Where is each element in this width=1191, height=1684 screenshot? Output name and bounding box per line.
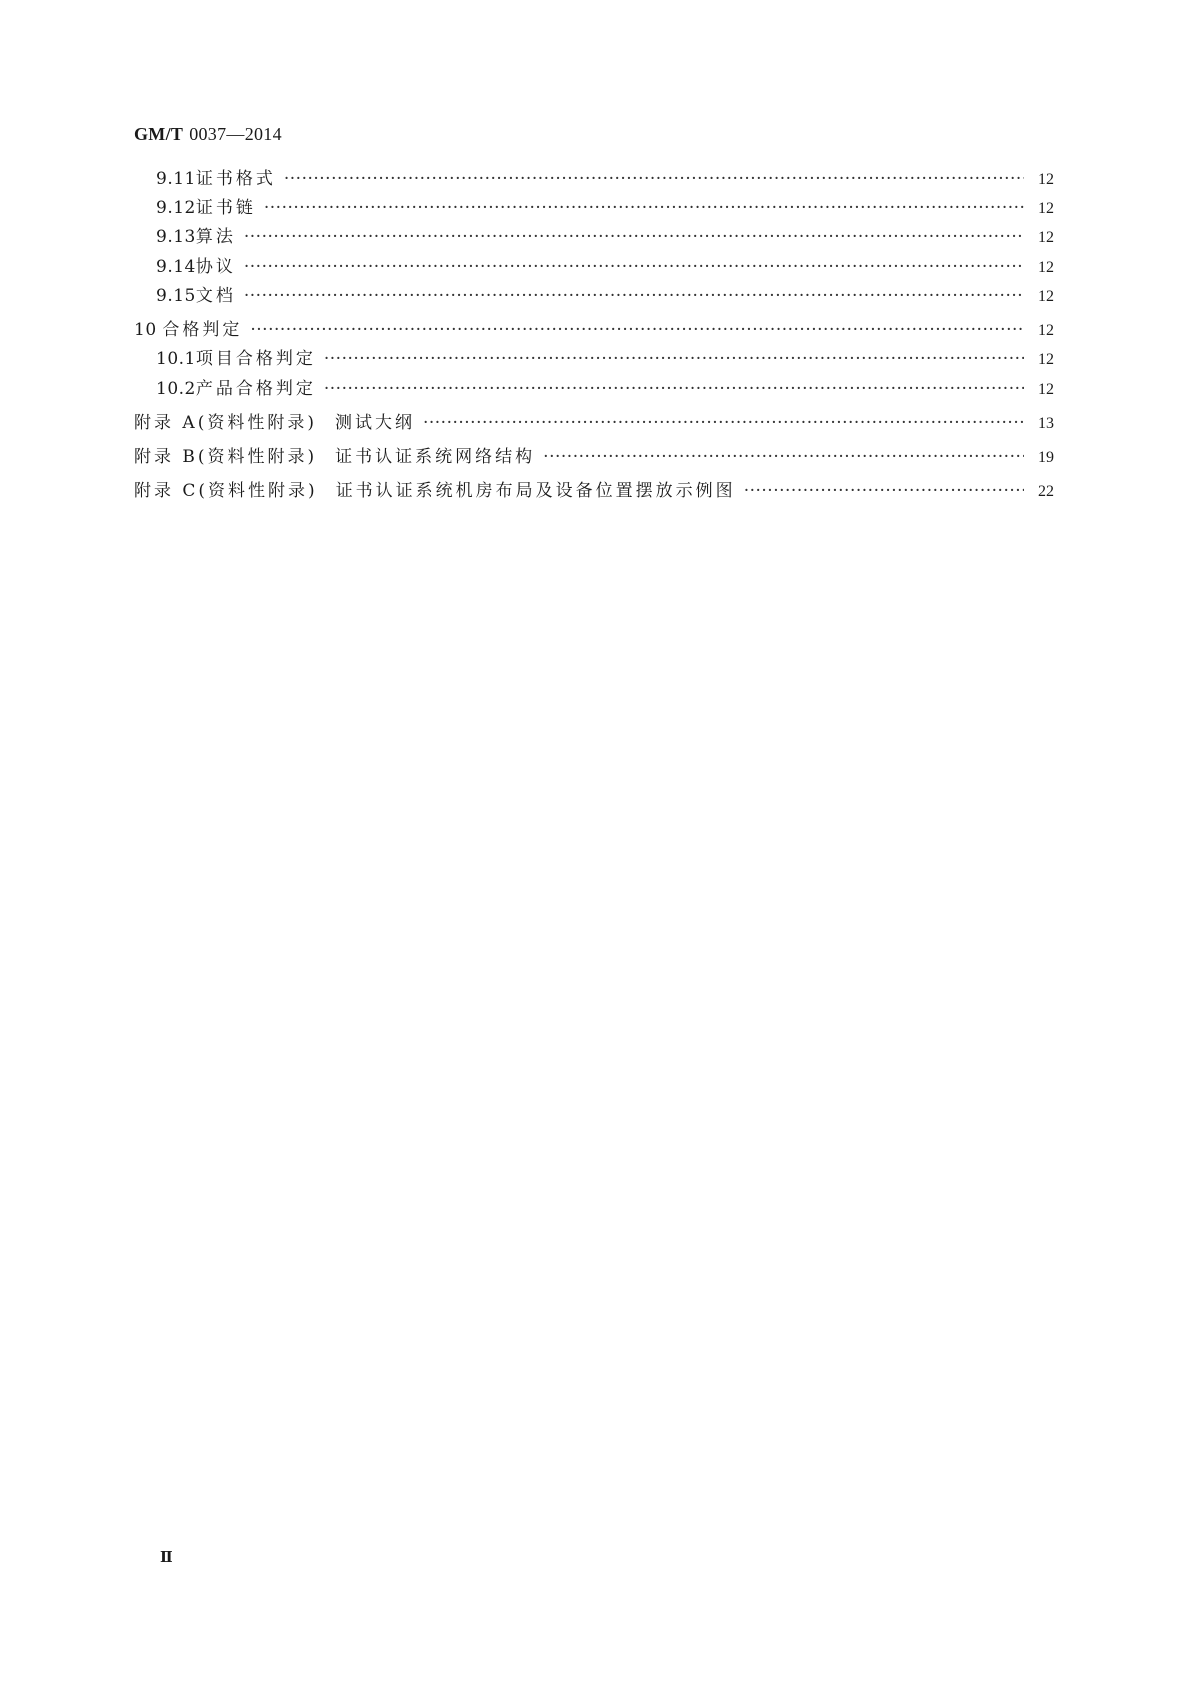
standard-header: [134, 124, 282, 145]
page-number: Ⅱ: [160, 1550, 173, 1566]
toc-entry[interactable]: [134, 319, 1054, 342]
dot-leader: [744, 480, 1024, 502]
toc-entry-title: 证书链: [195, 198, 256, 218]
appendix-title: 证书认证系统网络结构: [335, 447, 536, 467]
toc-entry-number: 9.13: [156, 227, 196, 247]
appendix-type: (资料性附录): [198, 481, 318, 501]
dot-leader: [423, 412, 1024, 434]
toc-entry-page: 12: [1038, 351, 1054, 368]
toc-entry[interactable]: [134, 226, 1054, 249]
toc-entry-number: 9.15: [156, 286, 196, 306]
appendix-page: 13: [1038, 415, 1054, 432]
toc-entry-title: 证书格式: [195, 169, 276, 189]
appendix-title: 测试大纲: [334, 413, 415, 433]
toc-appendix-entry[interactable]: [134, 446, 1054, 469]
appendix-page: 22: [1038, 483, 1054, 500]
toc-entry-page: 12: [1038, 171, 1054, 188]
toc-entry-page: 12: [1038, 259, 1054, 276]
toc-entry-page: 12: [1038, 288, 1054, 305]
toc-entry-number: 10.2: [156, 379, 196, 399]
appendix-page: 19: [1038, 449, 1054, 466]
toc-entry-number: 9.14: [156, 257, 196, 277]
toc-entry-page: 12: [1038, 200, 1054, 217]
appendix-type: (资料性附录): [197, 447, 318, 467]
dot-leader: [244, 285, 1024, 307]
toc-entry-title: 协议: [195, 257, 236, 277]
toc-appendix-entry[interactable]: [134, 412, 1054, 435]
toc-entry-page: 12: [1038, 381, 1054, 398]
toc-entry-page: 12: [1038, 229, 1054, 246]
dot-leader: [324, 378, 1024, 400]
toc-entry[interactable]: [134, 168, 1054, 191]
dot-leader: [244, 226, 1024, 248]
toc-entry-number: 9.11: [156, 169, 196, 189]
appendix-label: 附录 A: [134, 413, 198, 433]
dot-leader: [250, 319, 1024, 341]
toc-entry-number: 10: [134, 320, 157, 340]
appendix-label: 附录 B: [134, 447, 198, 467]
toc-entry[interactable]: [134, 197, 1054, 220]
dot-leader: [244, 256, 1024, 278]
toc-entry[interactable]: [134, 256, 1054, 279]
standard-code: 0037—2014: [189, 124, 282, 144]
toc-entry-page: 12: [1038, 322, 1054, 339]
dot-leader: [284, 168, 1024, 190]
dot-leader: [264, 197, 1024, 219]
dot-leader: [543, 446, 1024, 468]
appendix-type: (资料性附录): [197, 413, 317, 433]
toc-entry[interactable]: [134, 285, 1054, 308]
toc-entry-number: 9.12: [156, 198, 196, 218]
toc-entry[interactable]: [134, 378, 1054, 401]
standard-prefix: GM/T: [134, 124, 184, 144]
appendix-label: 附录 C: [134, 481, 199, 501]
toc-entry-title: 项目合格判定: [195, 349, 316, 369]
appendix-title: 证书认证系统机房布局及设备位置摆放示例图: [335, 481, 736, 501]
toc-entry-number: 10.1: [156, 349, 196, 369]
toc-entry-title: 产品合格判定: [195, 379, 316, 399]
toc-appendix-entry[interactable]: [134, 480, 1054, 503]
toc-entry[interactable]: [134, 348, 1054, 371]
toc-entry-title: 算法: [195, 227, 236, 247]
toc-entry-title: 文档: [195, 286, 236, 306]
dot-leader: [324, 348, 1024, 370]
toc-entry-title: 合格判定: [162, 320, 243, 340]
